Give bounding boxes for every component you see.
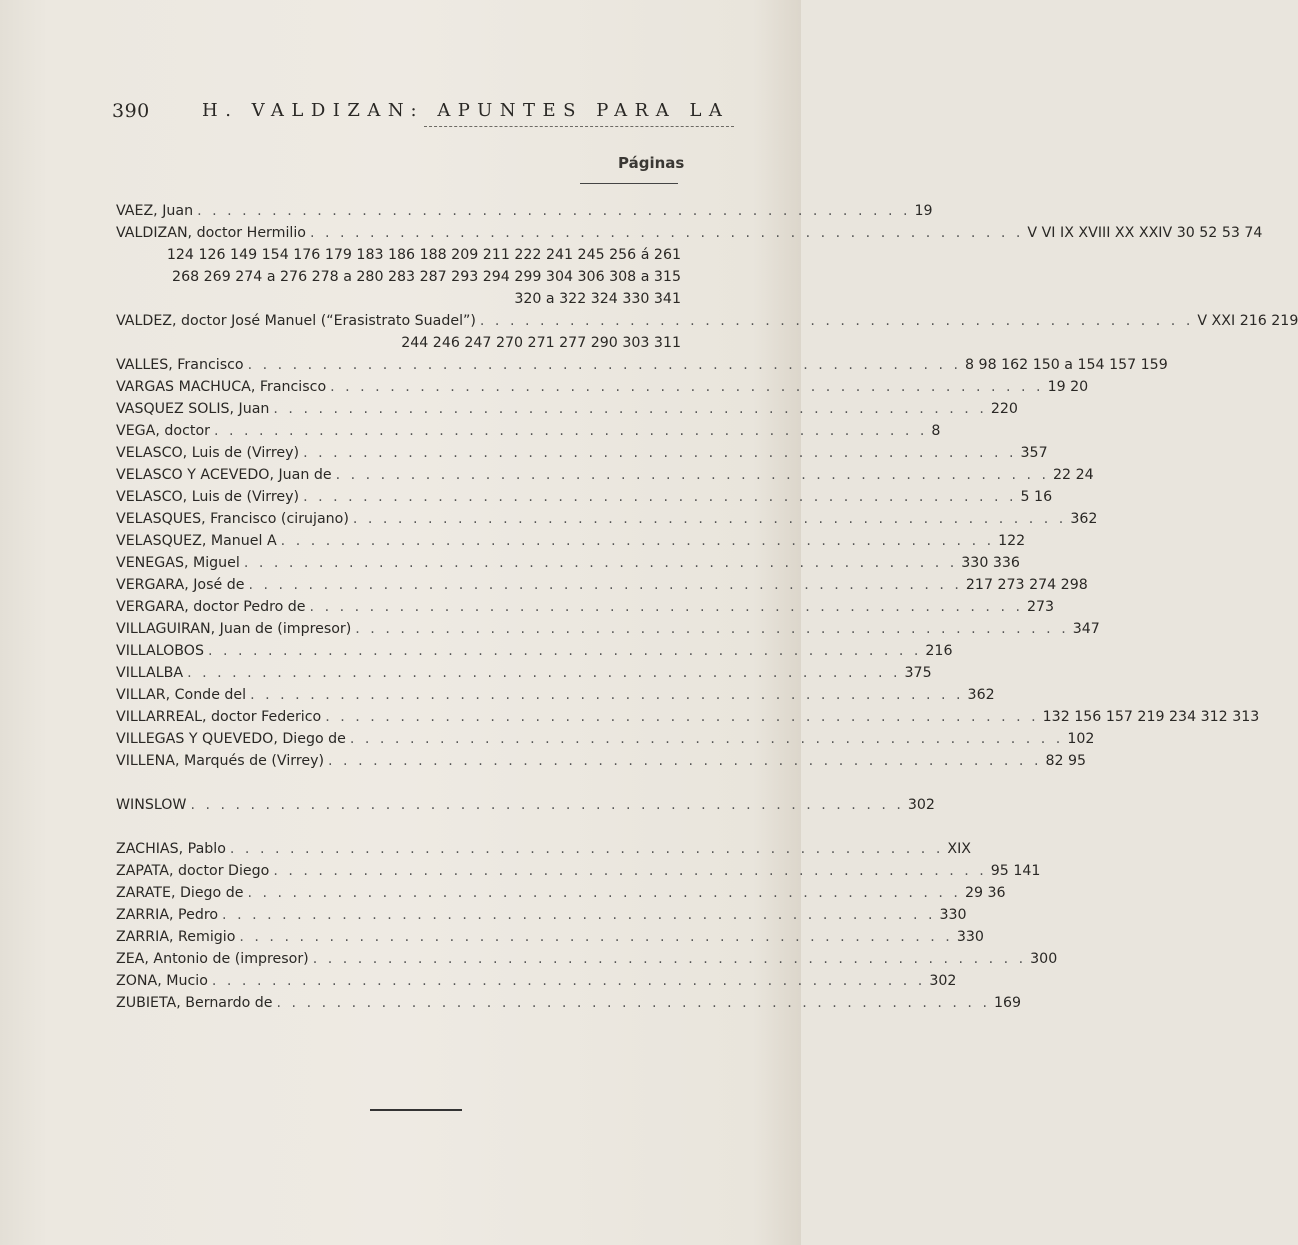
- leader-dots: . . . . . . . . . . . . . . . . . . . . . . . . . . . . . . . . . . . . . . . . . . . . . . . .: [280, 533, 995, 549]
- entry-line: [116, 728, 1095, 750]
- entry-name: VILLAGUIRAN, Juan de (impresor): [116, 621, 352, 637]
- entry-name: VILLALOBOS: [116, 643, 204, 659]
- entry-pages: V XXI 216 219: [1197, 313, 1298, 329]
- leader-dots: . . . . . . . . . . . . . . . . . . . . . . . . . . . . . . . . . . . . . . . . . . . . . . . .: [312, 951, 1027, 967]
- index-entry: [116, 904, 967, 926]
- leader-dots: . . . . . . . . . . . . . . . . . . . . . . . . . . . . . . . . . . . . . . . . . . . . . . . .: [328, 753, 1042, 769]
- leader-dots: . . . . . . . . . . . . . . . . . . . . . . . . . . . . . . . . . . . . . . . . . . . . . . . .: [309, 225, 1024, 241]
- entry-line: [116, 860, 1041, 882]
- entry-pages-continued: 244 246 247 270 271 277 290 303 311: [401, 335, 681, 351]
- entry-pages: 217 273 274 298: [965, 577, 1088, 593]
- leader-dots: . . . . . . . . . . . . . . . . . . . . . . . . . . . . . . . . . . . . . . . . . . . . . . . .: [229, 841, 944, 857]
- leader-dots: . . . . . . . . . . . . . . . . . . . . . . . . . . . . . . . . . . . . . . . . . . . . . . . .: [273, 863, 987, 879]
- index-entry: [116, 926, 984, 948]
- entry-pages: 220: [990, 401, 1018, 417]
- entry-pages: 22 24: [1053, 467, 1094, 483]
- entry-pages-continued: 320 a 322 324 330 341: [514, 291, 681, 307]
- leader-dots: . . . . . . . . . . . . . . . . . . . . . . . . . . . . . . . . . . . . . . . . . . . . . . . .: [213, 423, 928, 439]
- index-entries: [116, 200, 1298, 1014]
- column-heading-rule: [580, 183, 678, 184]
- entry-name: VALDIZAN, doctor Hermilio: [116, 225, 306, 241]
- entry-line: [116, 750, 1087, 772]
- index-entry: [116, 310, 1298, 354]
- entry-name: VILLEGAS Y QUEVEDO, Diego de: [116, 731, 346, 747]
- entry-pages-continued: 124 126 149 154 176 179 183 186 188 209 211 222 241 245 256 á 261: [166, 247, 681, 263]
- entry-line: [116, 640, 953, 662]
- leader-dots: . . . . . . . . . . . . . . . . . . . . . . . . . . . . . . . . . . . . . . . . . . . . . . . .: [303, 489, 1017, 505]
- index-entry: [116, 728, 1095, 750]
- entry-line: [116, 310, 1298, 332]
- entry-pages: 19: [914, 203, 933, 219]
- entry-pages: 357: [1020, 445, 1048, 461]
- entry-name: ZACHIAS, Pablo: [116, 841, 226, 857]
- entry-line: [116, 684, 995, 706]
- entry-line: [116, 706, 1260, 728]
- entry-name: VERGARA, doctor Pedro de: [116, 599, 306, 615]
- entry-pages: 132 156 157 219 234 312 313: [1042, 709, 1260, 725]
- leader-dots: . . . . . . . . . . . . . . . . . . . . . . . . . . . . . . . . . . . . . . . . . . . . . . . .: [479, 313, 1194, 329]
- entry-line: [116, 376, 1089, 398]
- entry-pages: 169: [993, 995, 1022, 1011]
- index-entry: [116, 574, 1088, 596]
- index-entry: [116, 640, 953, 662]
- page-number: 390: [112, 100, 150, 122]
- index-entry: [116, 860, 1041, 882]
- entry-line: [116, 442, 1048, 464]
- entry-name: ZAPATA, doctor Diego: [116, 863, 270, 879]
- entry-name: VELASQUEZ, Manuel A: [116, 533, 277, 549]
- entry-pages: 82 95: [1045, 753, 1087, 769]
- index-entry: [116, 794, 935, 816]
- entry-pages: 330: [939, 907, 967, 923]
- leader-dots: . . . . . . . . . . . . . . . . . . . . . . . . . . . . . . . . . . . . . . . . . . . . . . . .: [247, 357, 961, 373]
- entry-line: [116, 926, 984, 948]
- index-entry: [116, 750, 1087, 772]
- index-entry: [116, 706, 1260, 728]
- entry-name: VILLARREAL, doctor Federico: [116, 709, 322, 725]
- index-entry: [116, 420, 941, 442]
- entry-pages: 330 336: [961, 555, 1020, 571]
- page-header: [112, 100, 732, 130]
- entry-name: ZUBIETA, Bernardo de: [116, 995, 273, 1011]
- index-entry: [116, 442, 1048, 464]
- leader-dots: . . . . . . . . . . . . . . . . . . . . . . . . . . . . . . . . . . . . . . . . . . . . . . . .: [250, 687, 964, 703]
- entry-line: [116, 904, 967, 926]
- entry-name: ZARATE, Diego de: [116, 885, 244, 901]
- index-entry: [116, 398, 1018, 420]
- entry-line: [116, 222, 1263, 244]
- entry-pages: 375: [904, 665, 932, 681]
- index-entry: [116, 618, 1100, 640]
- entry-line: [116, 992, 1022, 1014]
- leader-dots: . . . . . . . . . . . . . . . . . . . . . . . . . . . . . . . . . . . . . . . . . . . . . . . .: [273, 401, 987, 417]
- entry-line: [116, 596, 1055, 618]
- leader-dots: . . . . . . . . . . . . . . . . . . . . . . . . . . . . . . . . . . . . . . . . . . . . . . . .: [309, 599, 1023, 615]
- index-entry: [116, 596, 1055, 618]
- leader-dots: . . . . . . . . . . . . . . . . . . . . . . . . . . . . . . . . . . . . . . . . . . . . . . . .: [325, 709, 1039, 725]
- entry-line: [116, 398, 1018, 420]
- entry-line: [116, 530, 1026, 552]
- entry-name: VILLALBA: [116, 665, 184, 681]
- entry-name: WINSLOW: [116, 797, 187, 813]
- index-entry: [116, 662, 932, 684]
- index-entry: [116, 376, 1089, 398]
- entry-line: [116, 420, 941, 442]
- leader-dots: . . . . . . . . . . . . . . . . . . . . . . . . . . . . . . . . . . . . . . . . . . . . . . . .: [222, 907, 936, 923]
- column-heading: Páginas: [618, 154, 685, 172]
- index-entry: [116, 948, 1058, 970]
- index-entry: [116, 530, 1026, 552]
- entry-pages: 362: [1070, 511, 1098, 527]
- index-entry: [116, 200, 933, 222]
- index-entry: [116, 552, 1020, 574]
- leader-dots: . . . . . . . . . . . . . . . . . . . . . . . . . . . . . . . . . . . . . . . . . . . . . . . .: [239, 929, 953, 945]
- entry-line: [116, 948, 1058, 970]
- entry-name: VALDEZ, doctor José Manuel (“Erasistrato Suadel”): [116, 313, 476, 329]
- entry-name: VELASQUES, Francisco (cirujano): [116, 511, 349, 527]
- entry-name: VERGARA, José de: [116, 577, 245, 593]
- index-entry: [116, 486, 1053, 508]
- entry-name: VAEZ, Juan: [116, 203, 194, 219]
- entry-pages: V VI IX XVIII XX XXIV 30 52 53 74: [1027, 225, 1263, 241]
- running-title-rule: [424, 126, 734, 127]
- leader-dots: . . . . . . . . . . . . . . . . . . . . . . . . . . . . . . . . . . . . . . . . . . . . . . . .: [276, 995, 990, 1011]
- index-entry: [116, 222, 1263, 310]
- entry-name: VILLENA, Marqués de (Virrey): [116, 753, 325, 769]
- entry-name: VASQUEZ SOLIS, Juan: [116, 401, 270, 417]
- entry-line: [116, 552, 1020, 574]
- entry-line: [116, 882, 1006, 904]
- entry-pages: XIX: [947, 841, 971, 857]
- leader-dots: . . . . . . . . . . . . . . . . . . . . . . . . . . . . . . . . . . . . . . . . . . . . . . . .: [349, 731, 1064, 747]
- index-entry: [116, 684, 995, 706]
- leader-dots: . . . . . . . . . . . . . . . . . . . . . . . . . . . . . . . . . . . . . . . . . . . . . . . .: [355, 621, 1069, 637]
- entry-pages: 362: [967, 687, 995, 703]
- entry-name: VELASCO, Luis de (Virrey): [116, 489, 300, 505]
- leader-dots: . . . . . . . . . . . . . . . . . . . . . . . . . . . . . . . . . . . . . . . . . . . . . . . .: [330, 379, 1044, 395]
- bottom-rule: [370, 1109, 462, 1111]
- index-entry: [116, 838, 971, 860]
- index-entry: [116, 354, 1168, 376]
- leader-dots: . . . . . . . . . . . . . . . . . . . . . . . . . . . . . . . . . . . . . . . . . . . . . . . .: [248, 577, 962, 593]
- entry-pages: 302: [929, 973, 957, 989]
- entry-pages: 330: [956, 929, 984, 945]
- entry-pages: 95 141: [990, 863, 1041, 879]
- entry-pages-continued: 268 269 274 a 276 278 a 280 283 287 293 294 299 304 306 308 a 315: [172, 269, 681, 285]
- entry-pages: 216: [925, 643, 953, 659]
- entry-pages: 122: [998, 533, 1026, 549]
- entry-pages: 102: [1067, 731, 1095, 747]
- entry-line: [116, 662, 932, 684]
- entry-pages: 347: [1072, 621, 1100, 637]
- entry-pages: 300: [1030, 951, 1058, 967]
- leader-dots: . . . . . . . . . . . . . . . . . . . . . . . . . . . . . . . . . . . . . . . . . . . . . . . .: [303, 445, 1017, 461]
- entry-line: [116, 200, 933, 222]
- entry-name: VEGA, doctor: [116, 423, 210, 439]
- entry-name: ZARRIA, Pedro: [116, 907, 219, 923]
- entry-pages: 273: [1026, 599, 1055, 615]
- entry-name: ZARRIA, Remigio: [116, 929, 236, 945]
- index-entry: [116, 970, 957, 992]
- entry-name: VELASCO, Luis de (Virrey): [116, 445, 300, 461]
- leader-dots: . . . . . . . . . . . . . . . . . . . . . . . . . . . . . . . . . . . . . . . . . . . . . . . .: [335, 467, 1050, 483]
- leader-dots: . . . . . . . . . . . . . . . . . . . . . . . . . . . . . . . . . . . . . . . . . . . . . . . .: [190, 797, 904, 813]
- entry-pages: 8: [931, 423, 941, 439]
- entry-name: VARGAS MACHUCA, Francisco: [116, 379, 327, 395]
- entry-line: [116, 838, 971, 860]
- entry-line: [116, 970, 957, 992]
- entry-pages: 29 36: [964, 885, 1006, 901]
- section-gap: [116, 816, 681, 838]
- section-gap: [116, 772, 681, 794]
- entry-pages: 19 20: [1047, 379, 1089, 395]
- entry-line: [116, 464, 1094, 486]
- leader-dots: . . . . . . . . . . . . . . . . . . . . . . . . . . . . . . . . . . . . . . . . . . . . . . . .: [187, 665, 901, 681]
- leader-dots: . . . . . . . . . . . . . . . . . . . . . . . . . . . . . . . . . . . . . . . . . . . . . . . .: [243, 555, 958, 571]
- index-entry: [116, 464, 1094, 486]
- leader-dots: . . . . . . . . . . . . . . . . . . . . . . . . . . . . . . . . . . . . . . . . . . . . . . . .: [247, 885, 961, 901]
- index-entry: [116, 992, 1022, 1014]
- index-entry: [116, 882, 1006, 904]
- leader-dots: . . . . . . . . . . . . . . . . . . . . . . . . . . . . . . . . . . . . . . . . . . . . . . . .: [211, 973, 926, 989]
- entry-name: ZONA, Mucio: [116, 973, 208, 989]
- leader-dots: . . . . . . . . . . . . . . . . . . . . . . . . . . . . . . . . . . . . . . . . . . . . . . . .: [207, 643, 922, 659]
- entry-line: [116, 354, 1168, 376]
- entry-name: VELASCO Y ACEVEDO, Juan de: [116, 467, 332, 483]
- entry-pages: 302: [907, 797, 935, 813]
- running-title: H. VALDIZAN: APUNTES PARA LA: [202, 100, 730, 121]
- entry-name: ZEA, Antonio de (impresor): [116, 951, 309, 967]
- index-entry: [116, 508, 1098, 530]
- leader-dots: . . . . . . . . . . . . . . . . . . . . . . . . . . . . . . . . . . . . . . . . . . . . . . . .: [352, 511, 1067, 527]
- entry-line: [116, 794, 935, 816]
- entry-line: [116, 574, 1088, 596]
- entry-line: [116, 486, 1053, 508]
- entry-line: [116, 618, 1100, 640]
- entry-name: VILLAR, Conde del: [116, 687, 247, 703]
- entry-pages: 5 16: [1020, 489, 1053, 505]
- entry-name: VALLES, Francisco: [116, 357, 244, 373]
- entry-name: VENEGAS, Miguel: [116, 555, 240, 571]
- entry-pages: 8 98 162 150 a 154 157 159: [965, 357, 1168, 373]
- entry-line: [116, 508, 1098, 530]
- leader-dots: . . . . . . . . . . . . . . . . . . . . . . . . . . . . . . . . . . . . . . . . . . . . . . . .: [197, 203, 911, 219]
